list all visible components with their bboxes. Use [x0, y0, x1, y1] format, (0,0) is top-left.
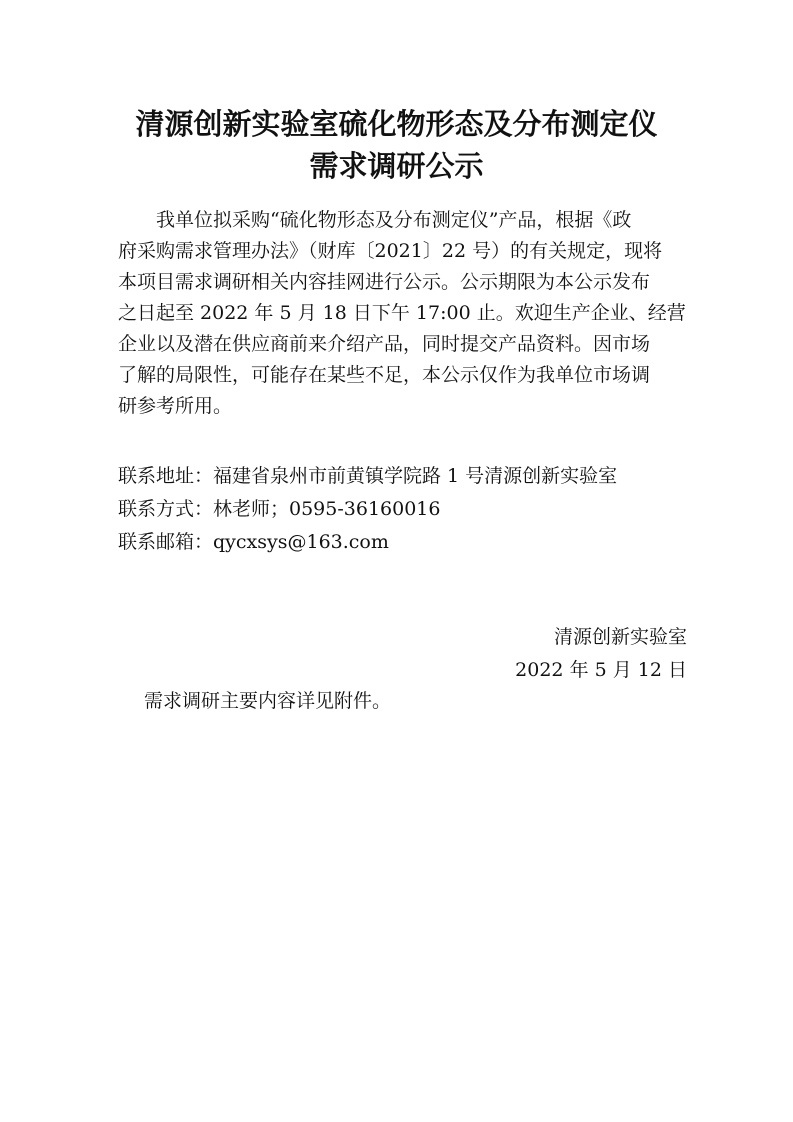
contact-phone: 联系方式：林老师；0595-36160016	[118, 498, 441, 520]
body-paragraph-line: 研参考所用。	[118, 395, 233, 417]
body-paragraph-line: 之日起至 2022 年 5 月 18 日下午 17:00 止。欢迎生产企业、经营	[118, 302, 686, 324]
body-paragraph-line: 企业以及潜在供应商前来介绍产品，同时提交产品资料。因市场	[118, 333, 651, 355]
signature-organization: 清源创新实验室	[553, 626, 687, 648]
signature-date: 2022 年 5 月 12 日	[515, 659, 687, 681]
document-title-line-2: 需求调研公示	[309, 149, 484, 183]
attachment-note: 需求调研主要内容详见附件。	[144, 690, 392, 712]
body-paragraph-line: 我单位拟采购“硫化物形态及分布测定仪”产品，根据《政	[118, 209, 632, 231]
body-paragraph-line: 了解的局限性，可能存在某些不足，本公示仅作为我单位市场调	[118, 364, 651, 386]
body-paragraph-line: 府采购需求管理办法》（财库〔2021〕22 号）的有关规定，现将	[118, 240, 663, 262]
document-title-line-1: 清源创新实验室硫化物形态及分布测定仪	[135, 107, 658, 141]
contact-address: 联系地址：福建省泉州市前黄镇学院路 1 号清源创新实验室	[118, 465, 618, 487]
body-paragraph-line: 本项目需求调研相关内容挂网进行公示。公示期限为本公示发布	[118, 271, 651, 293]
contact-email: 联系邮箱：qycxsys@163.com	[118, 531, 389, 553]
